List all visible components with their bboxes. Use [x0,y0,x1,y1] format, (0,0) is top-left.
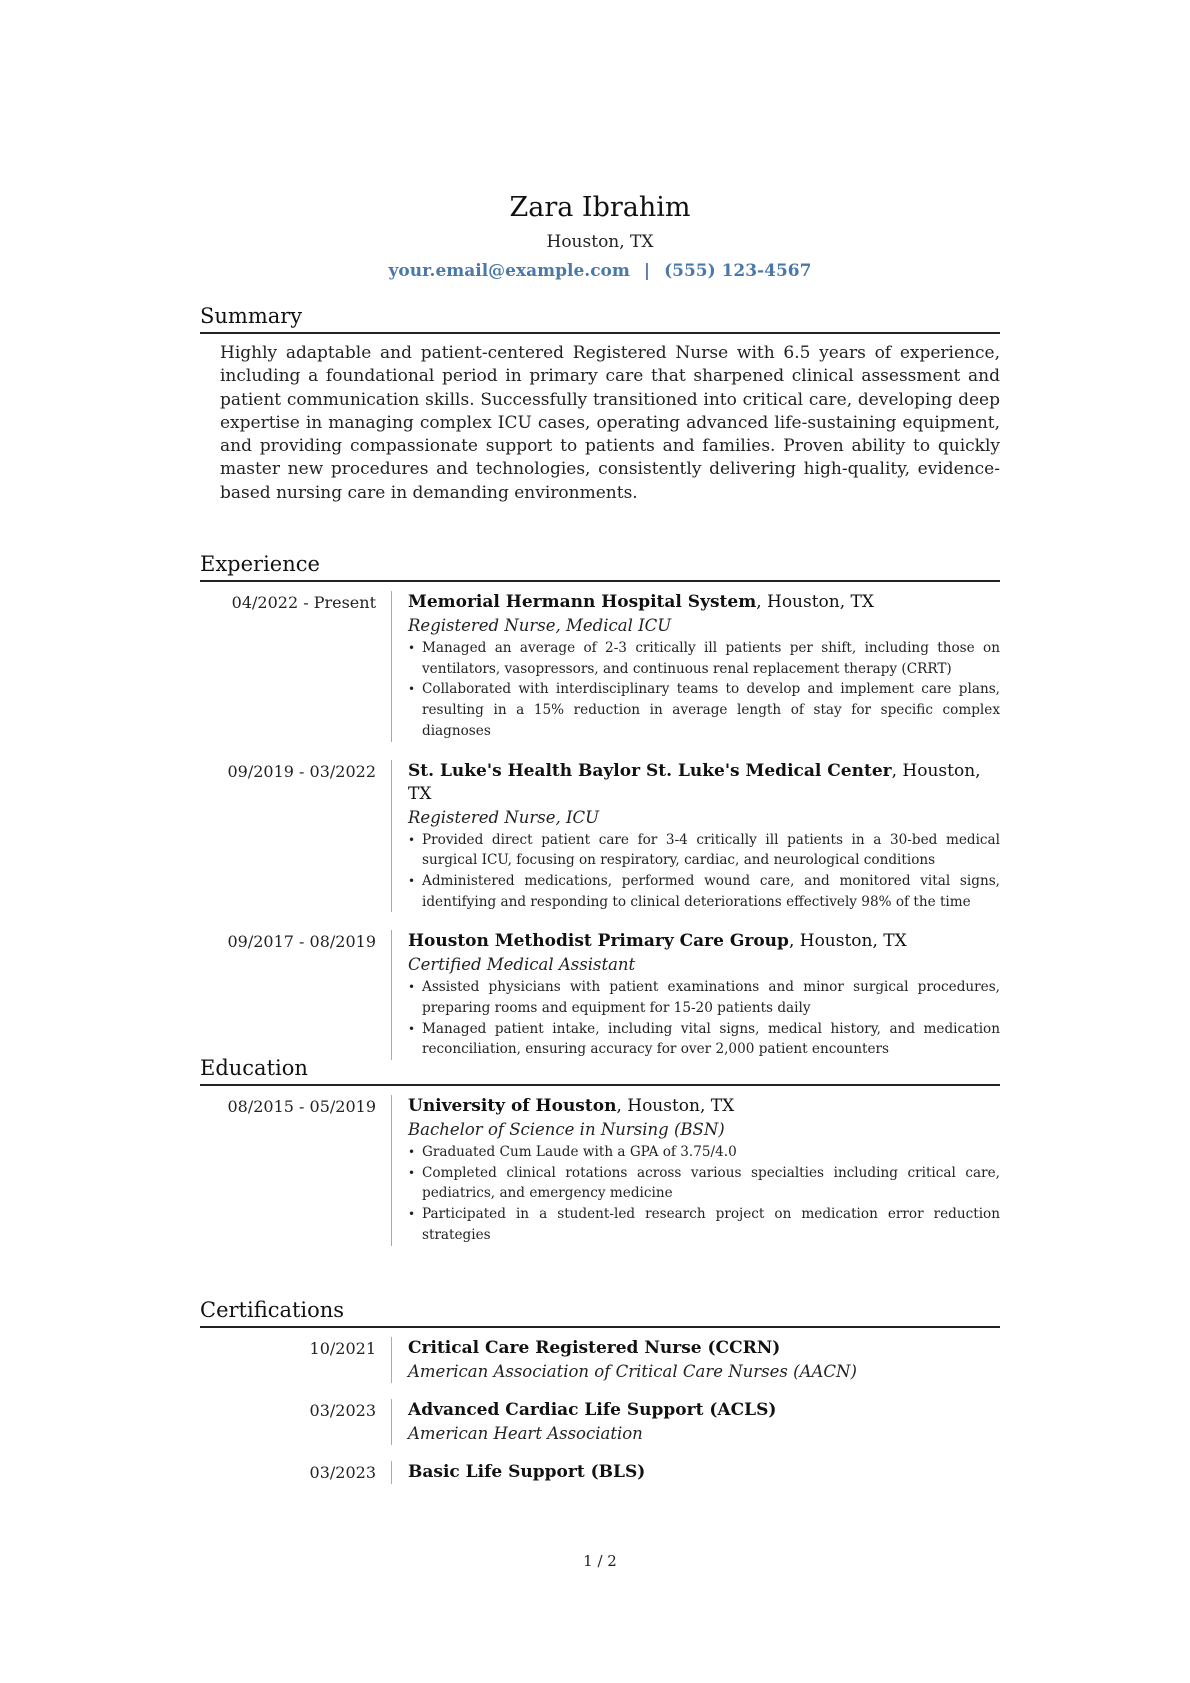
entry-body [391,930,1000,1060]
entry-location: , Houston, TX [788,931,907,952]
entry-org: Memorial Hermann Hospital System [408,592,757,612]
entry-date: 09/2019 - 03/2022 [227,761,376,781]
entry-title [408,1337,1000,1360]
entry-location: , Houston, TX [408,760,981,804]
entry-role: Certified Medical Assistant [408,955,636,975]
bullet-item: • Managed patient intake, including vital signs, medical history, and medication reconciliation, ensuring accuracy for over 2,000 patient encounters [408,1019,1000,1060]
entry-title [408,1399,1000,1422]
entry-body [391,591,1000,742]
entry-role: Registered Nurse, Medical ICU [408,616,672,635]
certification-entry [200,1337,1000,1383]
experience-entry [200,760,1000,913]
education-entry [200,1095,1000,1246]
entry-bullets [408,1142,1000,1246]
entry-bullets [408,977,1000,1060]
email-link[interactable]: your.email@example.com [388,261,630,281]
entry-location: , Houston, TX [616,1096,735,1116]
page-number: 1 / 2 [583,1552,617,1570]
bullet-item: • Graduated Cum Laude with a GPA of 3.75/4.0 [408,1142,1000,1163]
entry-role: Registered Nurse, ICU [408,807,600,827]
entry-title [408,1095,1000,1118]
entry-org: St. Luke's Health Baylor St. Luke's Medical Center [408,760,892,781]
resume-header [200,190,1000,283]
entry-title [408,760,1000,806]
summary-text: Highly adaptable and patient-centered Registered Nurse with 6.5 years of experience, including a foundational period in primary care that sharpened clinical assessment and patient communication skills. Successfully transitioned into critical care, developing deep expertise in managing complex ICU cases, operating advanced life-sustaining equipment, and providing compassionate support to patients and families. Proven ability to quickly master new procedures and technologies, consistently delivering high-quality, evidence-based nursing care in demanding environments. [220,343,1000,503]
certifications-section [200,1296,1000,1484]
entry-org: Houston Methodist Primary Care Group [408,931,789,952]
entry-bullets [408,638,1000,742]
entry-body [391,1337,1000,1383]
bullet-item: • Provided direct patient care for 3-4 critically ill patients in a 30-bed medical surgical ICU, focusing on respiratory, cardiac, and neurological conditions [408,830,1000,871]
bullet-item: • Managed an average of 2-3 critically ill patients per shift, including those on ventilators, vasopressors, and continuous renal replacement therapy (CRRT) [408,638,1000,679]
section-title-experience: Experience [200,550,1000,582]
entry-date: 03/2023 [309,1401,376,1420]
certification-issuer: American Heart Association [408,1424,643,1443]
education-section [200,1054,1000,1246]
entry-body [391,1399,1000,1445]
entry-date: 03/2023 [309,1463,376,1482]
entry-body [391,1095,1000,1246]
bullet-item: • Participated in a student-led research project on medication error reduction strategies [408,1204,1000,1245]
certification-entry [200,1399,1000,1445]
experience-entry [200,591,1000,742]
entry-org: University of Houston [408,1096,617,1116]
bullet-item: • Collaborated with interdisciplinary teams to develop and implement care plans, resulting in a 15% reduction in average length of stay for specific complex diagnoses [408,679,1000,741]
bullet-item: • Administered medications, performed wound care, and monitored vital signs, identifying and responding to clinical deteriorations effectively 98% of the time [408,871,1000,912]
certification-name: Critical Care Registered Nurse (CCRN) [408,1338,781,1358]
phone-link[interactable]: (555) 123-4567 [664,261,812,281]
section-title-certifications: Certifications [200,1296,1000,1328]
entry-body [391,760,1000,913]
bullet-item: • Completed clinical rotations across various specialties including critical care, pediatrics, and emergency medicine [408,1163,1000,1204]
entry-date: 04/2022 - Present [231,593,376,612]
experience-entry [200,930,1000,1060]
certification-entry [200,1461,1000,1484]
contact-line [200,259,1000,283]
resume-page [200,0,1000,1683]
entry-date: 09/2017 - 08/2019 [227,932,376,952]
summary-section [200,302,1000,505]
contact-separator: | [643,261,651,281]
bullet-item: • Assisted physicians with patient examinations and minor surgical procedures, preparing rooms and equipment for 15-20 patients daily [408,977,1000,1018]
entry-degree: Bachelor of Science in Nursing (BSN) [408,1120,725,1139]
experience-section [200,550,1000,1060]
entry-title [408,1461,1000,1484]
section-title-education: Education [200,1054,1000,1086]
entry-date: 08/2015 - 05/2019 [227,1097,376,1116]
certification-issuer: American Association of Critical Care Nurses (AACN) [408,1362,857,1381]
entry-location: , Houston, TX [756,592,874,612]
candidate-location: Houston, TX [546,232,654,252]
entry-title [408,930,1000,953]
candidate-name: Zara Ibrahim [509,192,691,223]
entry-body [391,1461,1000,1484]
entry-date: 10/2021 [309,1339,376,1358]
section-title-summary: Summary [200,302,1000,334]
entry-title [408,591,1000,614]
entry-bullets [408,830,1000,913]
certification-name: Advanced Cardiac Life Support (ACLS) [408,1400,777,1420]
certification-name: Basic Life Support (BLS) [408,1462,646,1482]
